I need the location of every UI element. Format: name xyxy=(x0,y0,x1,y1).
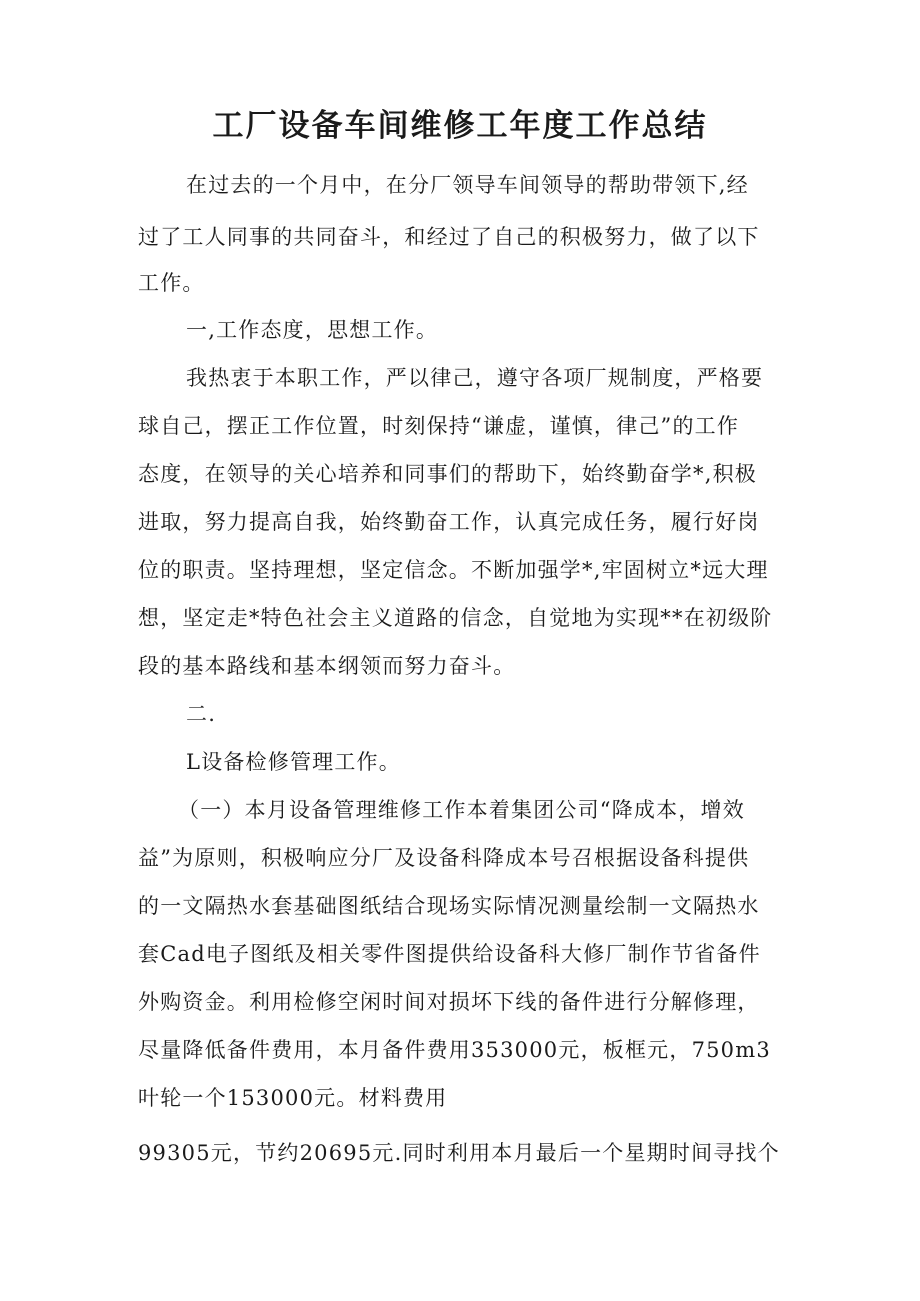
paragraph-line: 益”为原则，积极响应分厂及设备科降成本号召根据设备科提供 xyxy=(138,846,750,870)
paragraph-line: 位的职责。坚持理想，坚定信念。不断加强学*,牢固树立*远大理 xyxy=(138,558,769,582)
paragraph-line: 过了工人同事的共同奋斗，和经过了自己的积极努力，做了以下 xyxy=(138,225,760,249)
paragraph-line: 的一文隔热水套基础图纸结合现场实际情况测量绘制一文隔热水 xyxy=(138,894,760,918)
paragraph-line: 尽量降低备件费用，本月备件费用353000元，板框元，750m3 xyxy=(138,1038,771,1062)
paragraph-line: 外购资金。利用检修空闲时间对损坏下线的备件进行分解修理， xyxy=(138,990,760,1014)
paragraph-line: 套Cad电子图纸及相关零件图提供给设备科大修厂制作节省备件 xyxy=(138,942,761,966)
paragraph-line: （一）本月设备管理维修工作本着集团公司“降成本，增效 xyxy=(178,798,745,822)
paragraph-line: 叶轮一个153000元。材料费用 xyxy=(138,1086,448,1110)
document-title: 工厂设备车间维修工年度工作总结 xyxy=(212,108,708,144)
section-heading: 二. xyxy=(186,702,217,726)
paragraph-line: 进取，努力提高自我，始终勤奋工作，认真完成任务，履行好岗 xyxy=(138,510,760,534)
paragraph-line: 99305元，节约20695元.同时利用本月最后一个星期时间寻找个 xyxy=(138,1141,780,1165)
subsection-heading: L设备检修管理工作。 xyxy=(186,750,401,774)
paragraph-line: 球自己，摆正工作位置，时刻保持“谦虚，谨慎，律己”的工作 xyxy=(138,414,740,438)
paragraph-line: 工作。 xyxy=(138,271,205,295)
paragraph-line: 我热衷于本职工作，严以律己，遵守各项厂规制度，严格要 xyxy=(186,366,764,390)
paragraph-line: 在过去的一个月中，在分厂领导车间领导的帮助带领下,经 xyxy=(186,173,749,197)
paragraph-line: 态度，在领导的关心培养和同事们的帮助下，始终勤奋学*,积极 xyxy=(138,462,757,486)
paragraph-line: 段的基本路线和基本纲领而努力奋斗。 xyxy=(138,654,516,678)
section-heading: 一,工作态度，思想工作。 xyxy=(186,318,439,342)
paragraph-line: 想，坚定走*特色社会主义道路的信念，自觉地为实现**在初级阶 xyxy=(138,606,773,630)
